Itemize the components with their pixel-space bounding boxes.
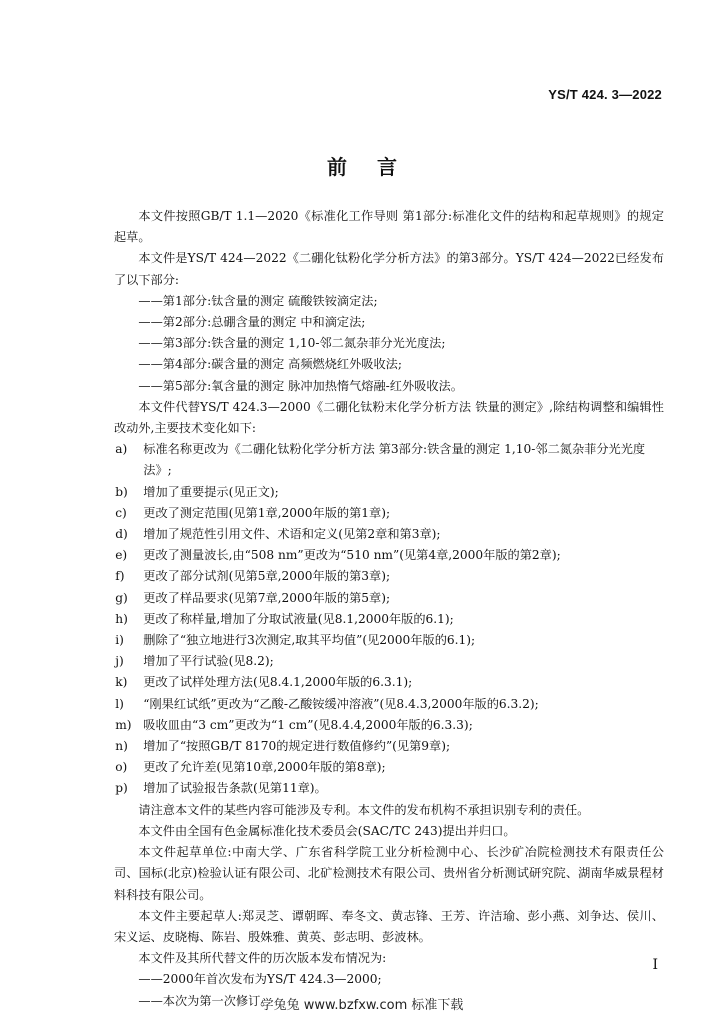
change-label: h) — [115, 611, 128, 626]
change-label: g) — [115, 590, 128, 605]
change-label: l) — [115, 696, 124, 711]
change-item-h — [114, 609, 664, 630]
change-item-g — [114, 588, 664, 609]
change-item-a — [114, 439, 664, 481]
change-item-o — [114, 757, 664, 778]
replace-paragraph: 本文件代替YS/T 424.3—2000《二硼化钛粉末化学分析方法 铁量的测定》,除结构调整和编辑性改动外,主要技术变化如下: — [114, 399, 664, 436]
change-item-m — [114, 715, 664, 736]
part-item-1: ——第1部分:钛含量的测定 硫酸铁铵滴定法; — [138, 293, 378, 308]
foreword-body — [114, 206, 664, 1012]
change-text: 增加了重要提示(见正文); — [143, 484, 279, 499]
drafters-paragraph: 本文件主要起草人:郑灵芝、谭朝晖、奉冬文、黄志锋、王芳、许洁瑜、彭小燕、刘争达、侯川、宋义运、皮晓梅、陈岩、殷姝雅、黄英、彭志明、彭波林。 — [114, 908, 664, 944]
intro-paragraph-1: 本文件按照GB/T 1.1—2020《标准化工作导则 第1部分:标准化文件的结构和起草规则》的规定起草。 — [114, 209, 664, 245]
standard-code: YS/T 424. 3—2022 — [548, 87, 662, 102]
change-text: 更改了测量波长,由“508 nm”更改为“510 nm”(见第4章,2000年版的第2章); — [143, 548, 561, 563]
change-text: 增加了平行试验(见8.2); — [143, 654, 274, 669]
change-item-n — [114, 736, 664, 757]
part-item-5: ——第5部分:氧含量的测定 脉冲加热惰气熔融-红外吸收法。 — [138, 378, 463, 393]
watermark-text: 学兔兔 www.bzfxw.com 标准下载 — [260, 998, 464, 1013]
change-item-l — [114, 694, 664, 715]
change-text: “刚果红试纸”更改为“乙酸-乙酸铵缓冲溶液”(见8.4.3,2000年版的6.3.2); — [143, 696, 539, 711]
change-item-i — [114, 630, 664, 651]
change-item-k — [114, 672, 664, 693]
change-text: 删除了“独立地进行3次测定,取其平均值”(见2000年版的6.1); — [143, 633, 476, 648]
change-text: 更改了试样处理方法(见8.4.1,2000年版的6.3.1); — [143, 675, 413, 690]
change-item-p — [114, 778, 664, 799]
change-text: 更改了允许差(见第10章,2000年版的第8章); — [143, 760, 386, 775]
change-text: 标准名称更改为《二硼化钛粉化学分析方法 第3部分:铁含量的测定 1,10-邻二氮杂菲分光光度法》; — [143, 442, 646, 478]
change-label: n) — [115, 739, 128, 754]
change-text: 更改了样品要求(见第7章,2000年版的第5章); — [143, 590, 391, 605]
page-title: 前言 — [327, 155, 427, 179]
history-item-1: ——2000年首次发布为YS/T 424.3—2000; — [138, 972, 382, 987]
change-item-j — [114, 651, 664, 672]
change-label: i) — [115, 633, 124, 648]
change-item-d — [114, 524, 664, 545]
change-label: o) — [115, 760, 128, 775]
part-item-3: ——第3部分:铁含量的测定 1,10-邻二氮杂菲分光光度法; — [138, 336, 446, 351]
change-label: b) — [115, 484, 128, 499]
history-item-2: ——本次为第一次修订。 — [138, 993, 273, 1008]
change-item-c — [114, 503, 664, 524]
change-item-b — [114, 482, 664, 503]
change-label: d) — [115, 527, 128, 542]
history-intro: 本文件及其所代替文件的历次版本发布情况为: — [138, 951, 387, 966]
change-item-e — [114, 545, 664, 566]
change-label: a) — [115, 442, 128, 457]
change-text: 增加了规范性引用文件、术语和定义(见第2章和第3章); — [143, 527, 441, 542]
change-label: f) — [115, 569, 125, 584]
patent-notice: 请注意本文件的某些内容可能涉及专利。本文件的发布机构不承担识别专利的责任。 — [138, 802, 590, 817]
drafting-units-paragraph: 本文件起草单位:中南大学、广东省科学院工业分析检测中心、长沙矿冶院检测技术有限责任公司、国标(北京)检验认证有限公司、北矿检测技术有限公司、贵州省分析测试研究院、湖南华威景程材料科技有限公司。 — [114, 845, 664, 902]
part-item-2: ——第2部分:总硼含量的测定 中和滴定法; — [138, 315, 366, 330]
change-label: m) — [115, 717, 132, 732]
proposer-paragraph: 本文件由全国有色金属标准化技术委员会(SAC/TC 243)提出并归口。 — [138, 823, 516, 838]
change-label: p) — [115, 781, 128, 796]
change-text: 更改了部分试剂(见第5章,2000年版的第3章); — [143, 569, 391, 584]
intro-paragraph-2: 本文件是YS/T 424—2022《二硼化钛粉化学分析方法》的第3部分。YS/T 424—2022已经发布了以下部分: — [114, 251, 664, 287]
change-label: k) — [115, 675, 128, 690]
change-text: 增加了“按照GB/T 8170的规定进行数值修约”(见第9章); — [143, 739, 451, 754]
change-text: 更改了称样量,增加了分取试液量(见8.1,2000年版的6.1); — [143, 611, 454, 626]
part-item-4: ——第4部分:碳含量的测定 高频燃烧红外吸收法; — [138, 357, 402, 372]
change-label: e) — [115, 548, 128, 563]
change-text: 更改了测定范围(见第1章,2000年版的第1章); — [143, 505, 391, 520]
change-label: c) — [115, 505, 127, 520]
change-text: 增加了试验报告条款(见第11章)。 — [143, 781, 327, 796]
page-number: I — [652, 957, 658, 973]
change-text: 吸收皿由“3 cm”更改为“1 cm”(见8.4.4,2000年版的6.3.3); — [143, 717, 473, 732]
change-item-f — [114, 566, 664, 587]
change-label: j) — [115, 654, 124, 669]
